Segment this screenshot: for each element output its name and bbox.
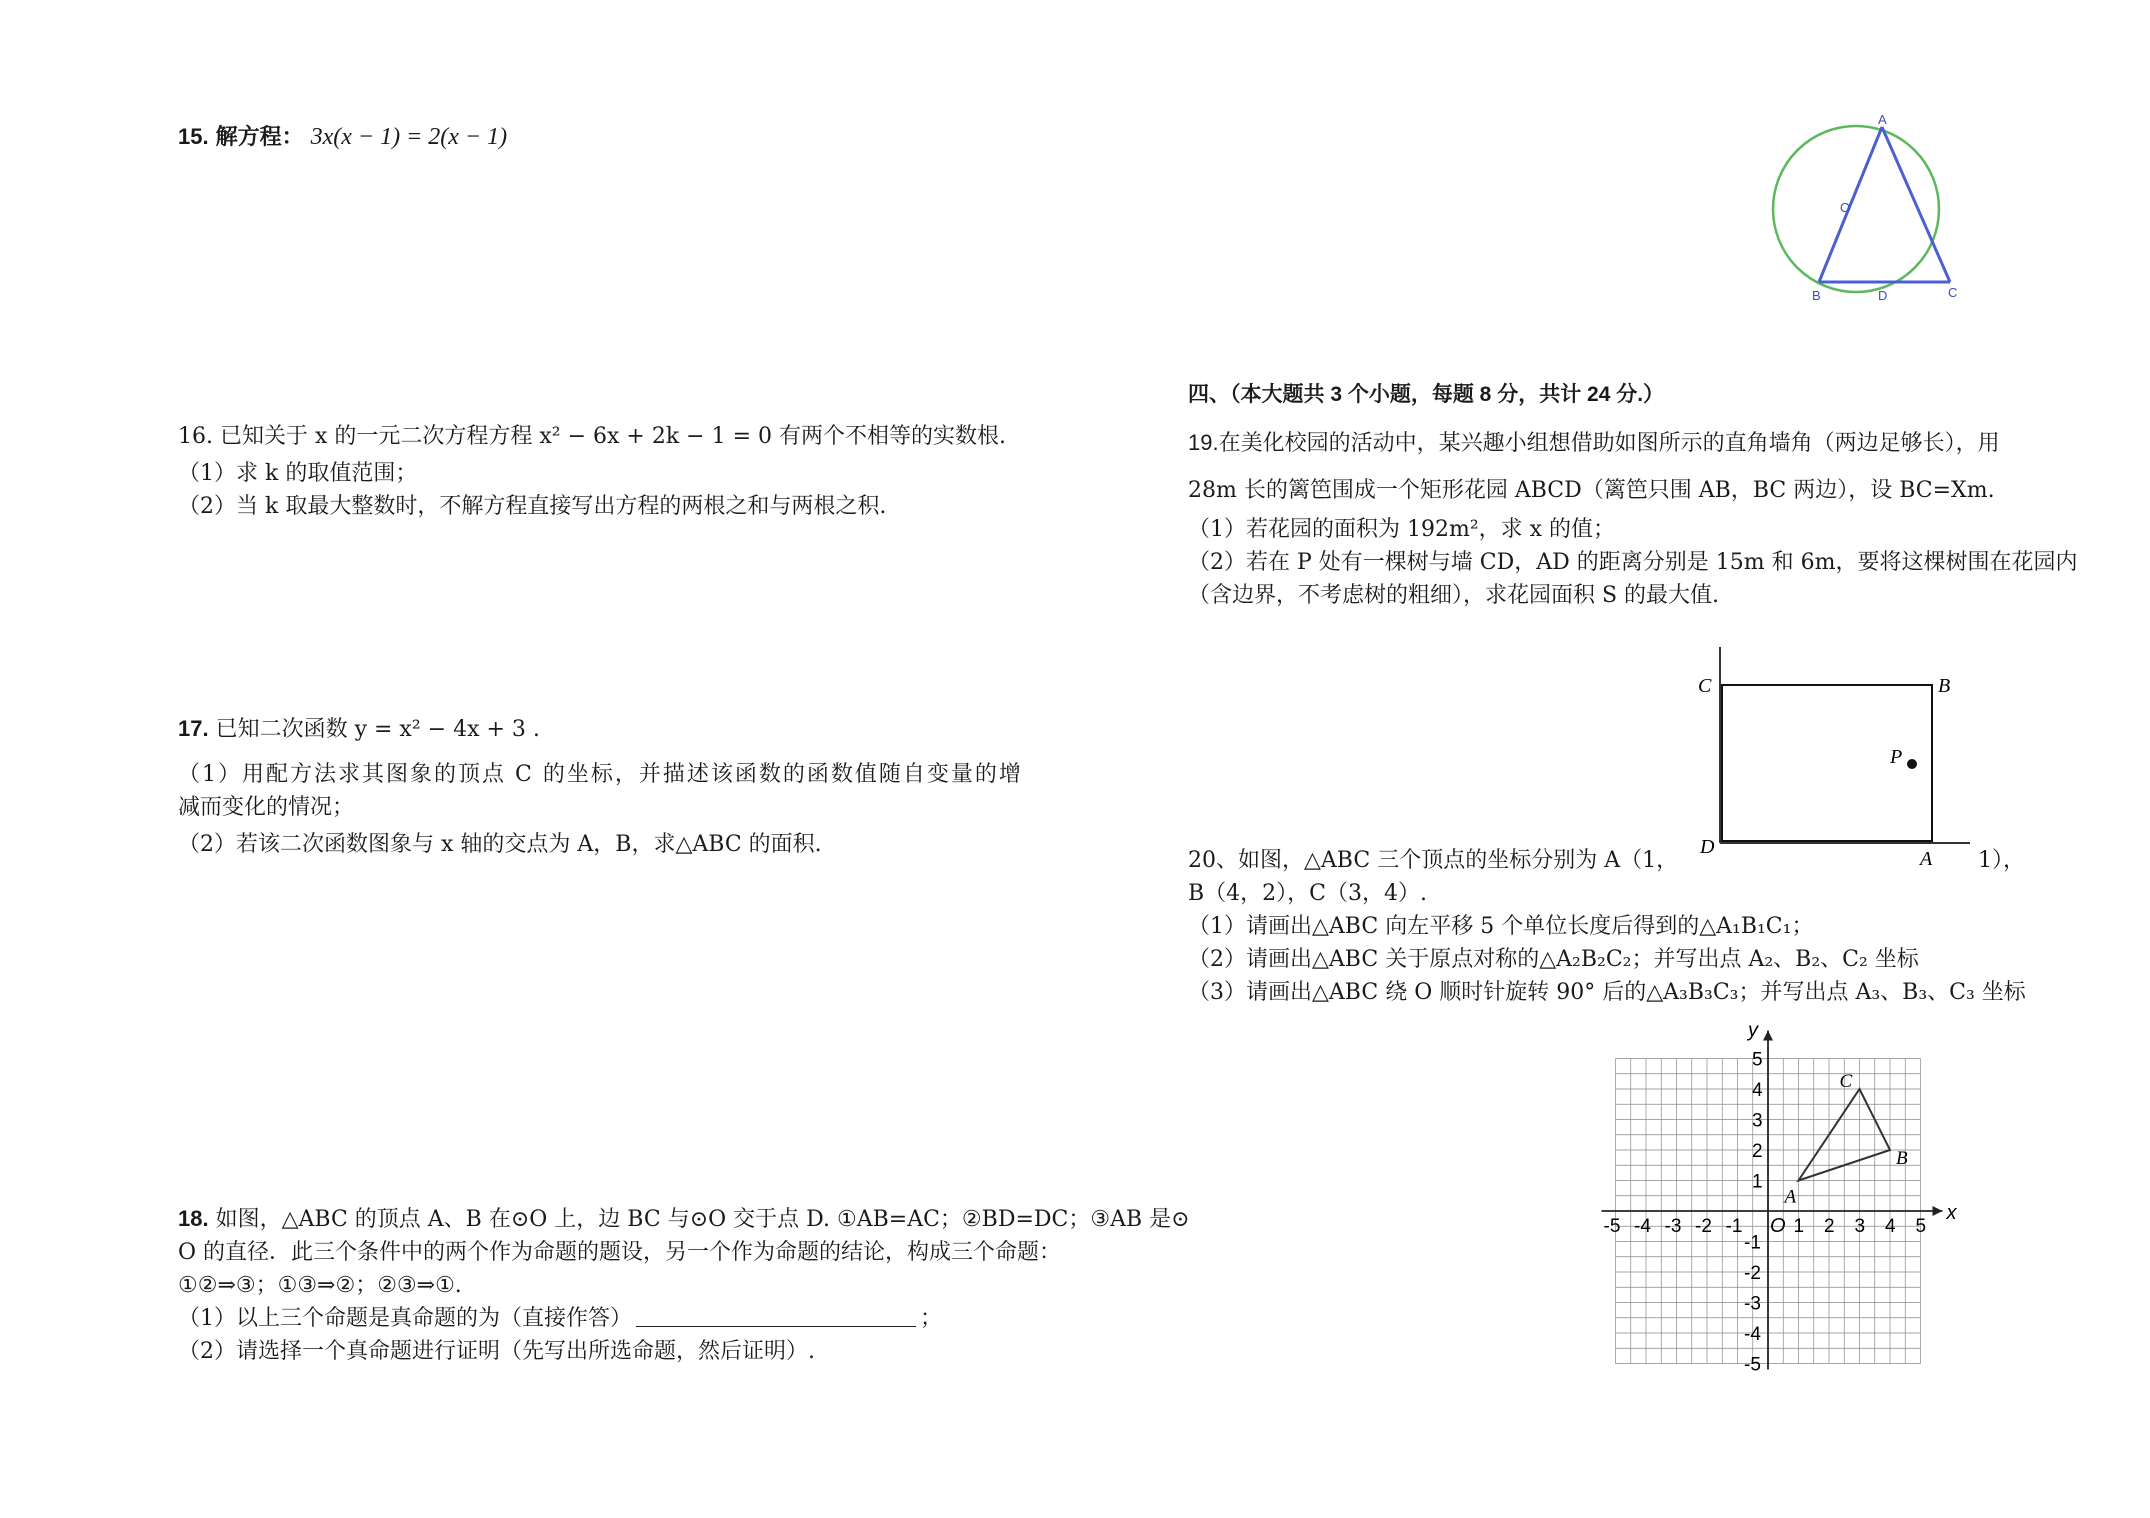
y-tick-label: 4 bbox=[1752, 1080, 1763, 1101]
question-stem-cont: O 的直径．此三个条件中的两个作为命题的题设，另一个作为命题的结论，构成三个命题： bbox=[178, 1240, 1062, 1265]
question-19 bbox=[1188, 426, 2077, 612]
x-axis-arrow bbox=[1933, 1206, 1943, 1216]
x-tick-label: 4 bbox=[1885, 1216, 1896, 1237]
x-tick-label: 3 bbox=[1854, 1216, 1866, 1237]
question-stem-part-b: 1）， bbox=[1978, 848, 2025, 873]
y-tick-label: 1 bbox=[1752, 1171, 1763, 1193]
label-c: C bbox=[1948, 285, 1958, 300]
x-tick-label: -4 bbox=[1634, 1216, 1651, 1237]
x-axis-label: x bbox=[1946, 1202, 1957, 1224]
point-label-a: A bbox=[1784, 1186, 1797, 1208]
label-a: A bbox=[1878, 112, 1887, 127]
question-number: 18. bbox=[178, 1206, 209, 1231]
question-number: 19. bbox=[1188, 430, 1219, 455]
question-part-1: （1）求 k 的取值范围； bbox=[178, 461, 418, 486]
question-number: 15. bbox=[178, 124, 209, 149]
point-label-c: C bbox=[1839, 1071, 1853, 1092]
question-stem bbox=[1188, 844, 2026, 877]
y-tick-label: 2 bbox=[1752, 1141, 1763, 1162]
answer-blank[interactable] bbox=[636, 1304, 916, 1327]
y-tick-label: -2 bbox=[1744, 1263, 1761, 1284]
question-stem: 已知二次函数 y = x² − 4x + 3 . bbox=[215, 717, 540, 742]
equation: 3x(x − 1) = 2(x − 1) bbox=[310, 124, 508, 150]
punctuation: ； bbox=[920, 1306, 943, 1331]
question-stem-cont: B（4，2），C（3，4）. bbox=[1188, 881, 1427, 906]
question-part-2: （2）当 k 取最大整数时，不解方程直接写出方程的两根之和与两根之积. bbox=[178, 494, 887, 519]
section-4-title: 四、（本大题共 3 个小题，每题 8 分，共计 24 分.） bbox=[1188, 383, 1665, 406]
label-p: P bbox=[1890, 746, 1903, 768]
label-a: A bbox=[1920, 848, 1933, 870]
question-part-2: （2）若在 P 处有一棵树与墙 CD，AD 的距离分别是 15m 和 6m，要将这棵树围在花园内 bbox=[1188, 550, 2078, 575]
propositions: ①②⇒③；①③⇒②；②③⇒①. bbox=[178, 1273, 462, 1298]
x-tick-label: 1 bbox=[1793, 1216, 1805, 1237]
label-o: O bbox=[1840, 200, 1851, 215]
y-tick-label: -4 bbox=[1744, 1324, 1761, 1345]
question-part-1: （1）若花园的面积为 192m²，求 x 的值； bbox=[1188, 517, 1616, 542]
question-part-2: （2）请选择一个真命题进行证明（先写出所选命题，然后证明）. bbox=[178, 1339, 815, 1364]
question-label: 解方程： bbox=[215, 124, 304, 149]
label-d: D bbox=[1878, 288, 1888, 303]
question-20 bbox=[1188, 844, 2026, 1009]
question-stem: 在美化校园的活动中，某兴趣小组想借助如图所示的直角墙角（两边足够长），用 bbox=[1218, 431, 2000, 456]
point-label-b: B bbox=[1896, 1148, 1908, 1169]
side-ab bbox=[1819, 127, 1882, 282]
question-part-2: （2）若该二次函数图象与 x 轴的交点为 A，B，求△ABC 的面积. bbox=[178, 832, 822, 857]
y-axis-arrow bbox=[1763, 1031, 1773, 1041]
question-part-1: （1）以上三个命题是真命题的为（直接作答） bbox=[178, 1306, 632, 1331]
garden-rectangle-figure bbox=[1690, 645, 1990, 875]
question-stem-cont: 28m 长的篱笆围成一个矩形花园 ABCD（篱笆只围 AB，BC 两边），设 BC=Xm. bbox=[1188, 478, 1995, 503]
label-c: C bbox=[1698, 675, 1712, 697]
x-tick-label: -3 bbox=[1664, 1216, 1682, 1237]
question-stem-part-a: 20、如图，△ABC 三个顶点的坐标分别为 A（1， bbox=[1188, 848, 1679, 873]
origin-label: O bbox=[1770, 1215, 1786, 1237]
question-16 bbox=[178, 420, 1006, 523]
tree-point-p bbox=[1907, 759, 1917, 769]
y-axis-label: y bbox=[1748, 1019, 1758, 1042]
y-tick-label: -1 bbox=[1744, 1232, 1761, 1254]
question-part-2: （2）请画出△ABC 关于原点对称的△A₂B₂C₂；并写出点 A₂、B₂、C₂ 坐标 bbox=[1188, 947, 1919, 972]
question-number: 17. bbox=[178, 716, 209, 741]
y-tick-label: -5 bbox=[1744, 1354, 1761, 1376]
y-tick-label: -3 bbox=[1744, 1293, 1761, 1315]
label-b: B bbox=[1812, 288, 1821, 303]
coordinate-grid-figure bbox=[1603, 1010, 1990, 1376]
question-18 bbox=[178, 1202, 1190, 1368]
x-tick-label: 5 bbox=[1915, 1216, 1927, 1237]
circle-o bbox=[1773, 126, 1939, 292]
x-tick-label: -1 bbox=[1725, 1216, 1743, 1237]
y-tick-label: 3 bbox=[1752, 1110, 1763, 1132]
x-tick-label: -5 bbox=[1603, 1216, 1621, 1237]
circle-triangle-figure bbox=[1760, 112, 1980, 312]
question-15 bbox=[178, 120, 507, 154]
question-part-3: （3）请画出△ABC 绕 O 顺时针旋转 90° 后的△A₃B₃C₃；并写出点 A₃、B₃、C₃ 坐标 bbox=[1188, 980, 2026, 1005]
question-part-2-cont: （含边界，不考虑树的粗细），求花园面积 S 的最大值. bbox=[1188, 583, 1720, 608]
question-stem: 16. 已知关于 x 的一元二次方程方程 x² − 6x + 2k − 1 = 0 有两个不相等的实数根. bbox=[178, 424, 1006, 449]
question-part-1: （1）用配方法求其图象的顶点 C 的坐标，并描述该函数的函数值随自变量的增 bbox=[178, 762, 1023, 787]
y-tick-label: 5 bbox=[1752, 1049, 1763, 1071]
x-tick-label: 2 bbox=[1824, 1216, 1835, 1237]
label-b: B bbox=[1938, 675, 1951, 697]
question-stem: 如图，△ABC 的顶点 A、B 在⊙O 上，边 BC 与⊙O 交于点 D. ①AB=AC；②BD=DC；③AB 是⊙ bbox=[215, 1207, 1190, 1232]
question-17 bbox=[178, 712, 1023, 861]
question-part-1-cont: 减而变化的情况； bbox=[178, 795, 355, 820]
label-d: D bbox=[1700, 836, 1715, 858]
question-part-1: （1）请画出△ABC 向左平移 5 个单位长度后得到的△A₁B₁C₁； bbox=[1188, 914, 1814, 939]
x-tick-label: -2 bbox=[1695, 1216, 1712, 1237]
